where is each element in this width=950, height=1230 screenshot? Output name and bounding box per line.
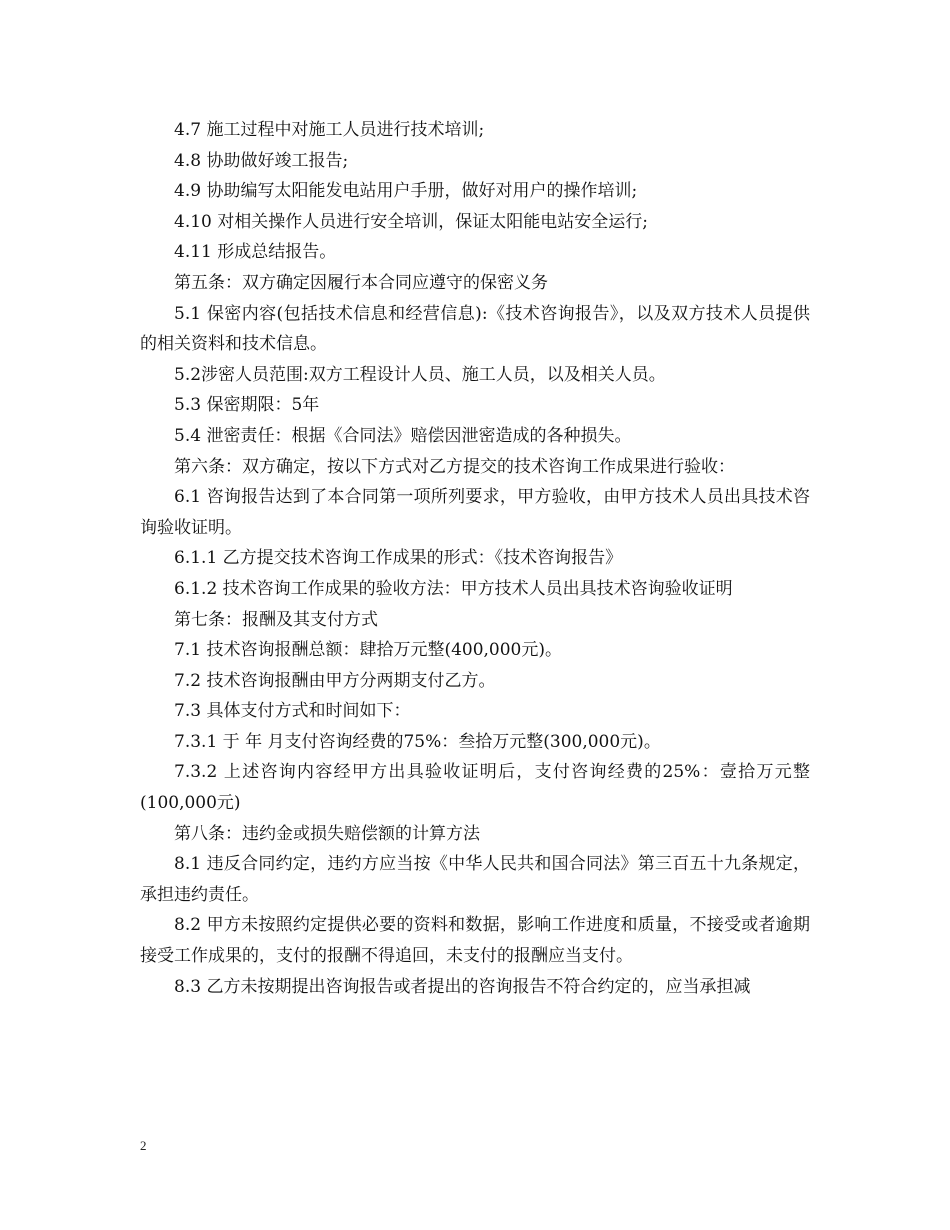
paragraph-5-4: 5.4 泄密责任：根据《合同法》赔偿因泄密造成的各种损失。: [174, 425, 632, 446]
paragraph-4-8: 4.8 协助做好竣工报告;: [174, 150, 349, 171]
paragraph-7-3-2: 7.3.2 上述咨询内容经甲方出具验收证明后，支付咨询经费的25%：壹拾万元整(100,000元): [140, 762, 810, 814]
paragraph-4-11: 4.11 形成总结报告。: [174, 242, 337, 263]
paragraph-5-2: 5.2涉密人员范围:双方工程设计人员、施工人员，以及相关人员。: [174, 364, 666, 385]
paragraph-6-1-2: 6.1.2 技术咨询工作成果的验收方法：甲方技术人员出具技术咨询验收证明: [174, 578, 733, 599]
article-8-heading: 第八条：违约金或损失赔偿额的计算方法: [174, 823, 480, 844]
paragraph-7-3: 7.3 具体支付方式和时间如下：: [174, 701, 411, 722]
paragraph-5-3: 5.3 保密期限：5年: [174, 395, 320, 416]
paragraph-4-10: 4.10 对相关操作人员进行安全培训，保证太阳能电站安全运行;: [174, 211, 648, 232]
paragraph-4-7: 4.7 施工过程中对施工人员进行技术培训;: [174, 120, 485, 140]
paragraph-5-1: 5.1 保密内容(包括技术信息和经营信息):《技术咨询报告》，以及双方技术人员提供的相关资料和技术信息。: [140, 303, 810, 355]
article-5-heading: 第五条：双方确定因履行本合同应遵守的保密义务: [174, 272, 548, 293]
article-6-heading: 第六条：双方确定，按以下方式对乙方提交的技术咨询工作成果进行验收：: [174, 456, 735, 477]
paragraph-7-2: 7.2 技术咨询报酬由甲方分两期支付乙方。: [174, 670, 496, 691]
paragraph-6-1-1: 6.1.1 乙方提交技术咨询工作成果的形式：《技术咨询报告》: [174, 548, 623, 569]
paragraph-7-3-1: 7.3.1 于 年 月支付咨询经费的75%：叁拾万元整(300,000元)。: [174, 731, 661, 752]
page-number: 2: [140, 1138, 147, 1153]
paragraph-8-2: 8.2 甲方未按照约定提供必要的资料和数据，影响工作进度和质量，不接受或者逾期接受工作成果的，支付的报酬不得追回，未支付的报酬应当支付。: [140, 915, 810, 967]
document-body: [140, 115, 810, 1002]
paragraph-8-1: 8.1 违反合同约定，违约方应当按《中华人民共和国合同法》第三百五十九条规定，承担违约责任。: [140, 854, 810, 905]
paragraph-7-1: 7.1 技术咨询报酬总额：肆拾万元整(400,000元)。: [174, 640, 563, 661]
paragraph-6-1: 6.1 咨询报告达到了本合同第一项所列要求，甲方验收，由甲方技术人员出具技术咨询验收证明。: [140, 487, 810, 538]
paragraph-8-3: 8.3 乙方未按期提出咨询报告或者提出的咨询报告不符合约定的，应当承担减: [174, 976, 751, 997]
article-7-heading: 第七条：报酬及其支付方式: [174, 609, 378, 630]
paragraph-4-9: 4.9 协助编写太阳能发电站用户手册，做好对用户的操作培训;: [174, 181, 638, 202]
